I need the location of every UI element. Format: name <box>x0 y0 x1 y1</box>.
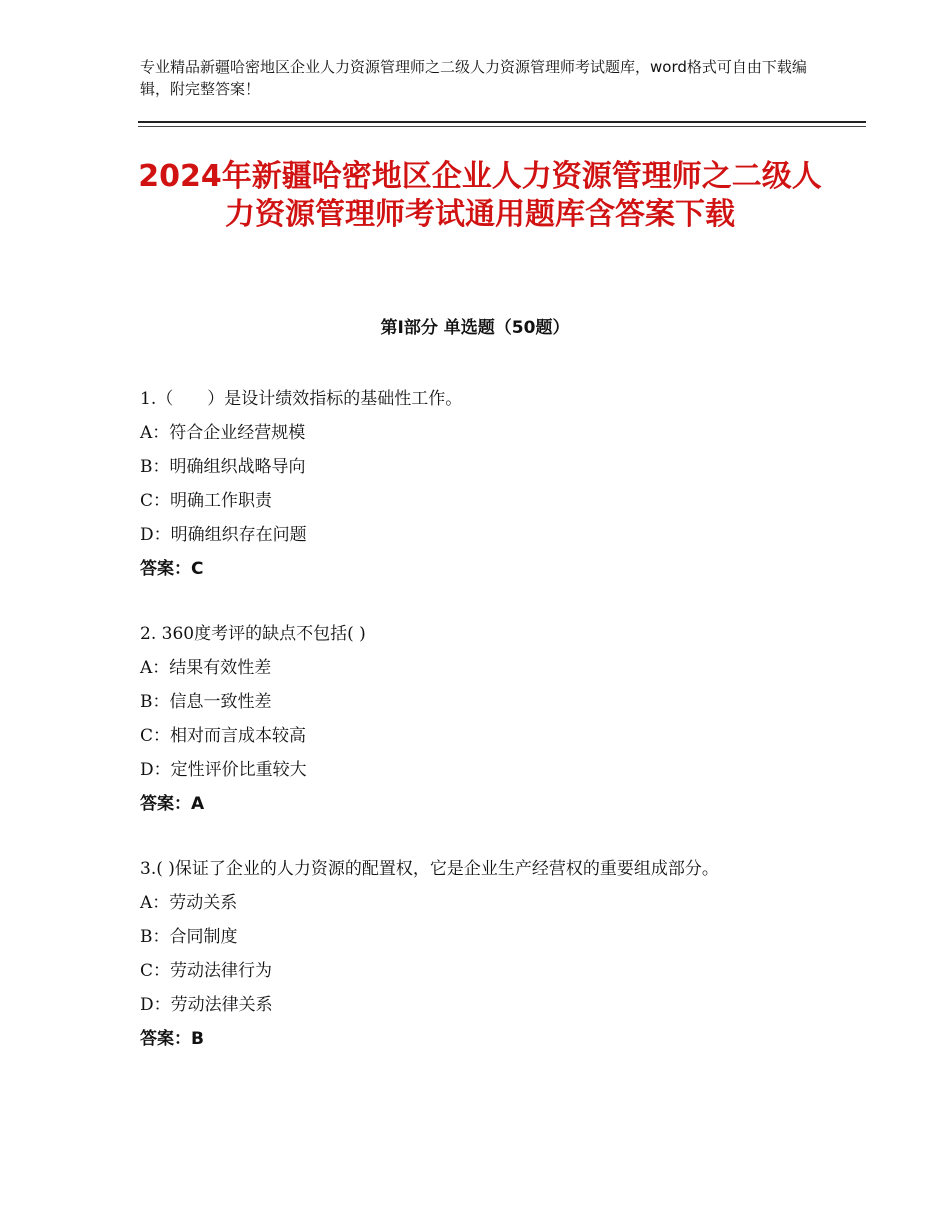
option-a: A：劳动关系 <box>140 893 238 913</box>
option-d: D：明确组织存在问题 <box>140 525 307 545</box>
question-list <box>140 382 820 1087</box>
option-a: A：结果有效性差 <box>140 658 272 678</box>
option-b: B：明确组织战略导向 <box>140 457 306 477</box>
option-c: C：相对而言成本较高 <box>140 726 307 746</box>
question-item <box>140 852 820 1056</box>
option-d: D：劳动法律关系 <box>140 995 273 1015</box>
question-item <box>140 382 820 586</box>
question-stem: 2. 360度考评的缺点不包括( ) <box>140 624 366 644</box>
document-title: 2024年新疆哈密地区企业人力资源管理师之二级人力资源管理师考试通用题库含答案下载 <box>138 159 822 232</box>
option-c: C：明确工作职责 <box>140 491 273 511</box>
section-heading: 第Ⅰ部分 单选题（50题） <box>380 318 570 338</box>
option-b: B：合同制度 <box>140 927 238 947</box>
answer-line: 答案：C <box>140 559 204 579</box>
question-stem: 3.( )保证了企业的人力资源的配置权，它是企业生产经营权的重要组成部分。 <box>140 859 719 879</box>
question-stem: 1.（ ）是设计绩效指标的基础性工作。 <box>140 389 463 409</box>
option-b: B：信息一致性差 <box>140 692 272 712</box>
option-d: D：定性评价比重较大 <box>140 760 307 780</box>
answer-line: 答案：A <box>140 794 205 814</box>
option-a: A：符合企业经营规模 <box>140 423 306 443</box>
header-note: 专业精品新疆哈密地区企业人力资源管理师之二级人力资源管理师考试题库，word格式可自由下载编辑，附完整答案！ <box>140 58 807 98</box>
header-divider-thick <box>138 121 866 123</box>
option-c: C：劳动法律行为 <box>140 961 273 981</box>
answer-line: 答案：B <box>140 1029 204 1049</box>
header-divider-thin <box>138 126 866 127</box>
question-item <box>140 617 820 821</box>
